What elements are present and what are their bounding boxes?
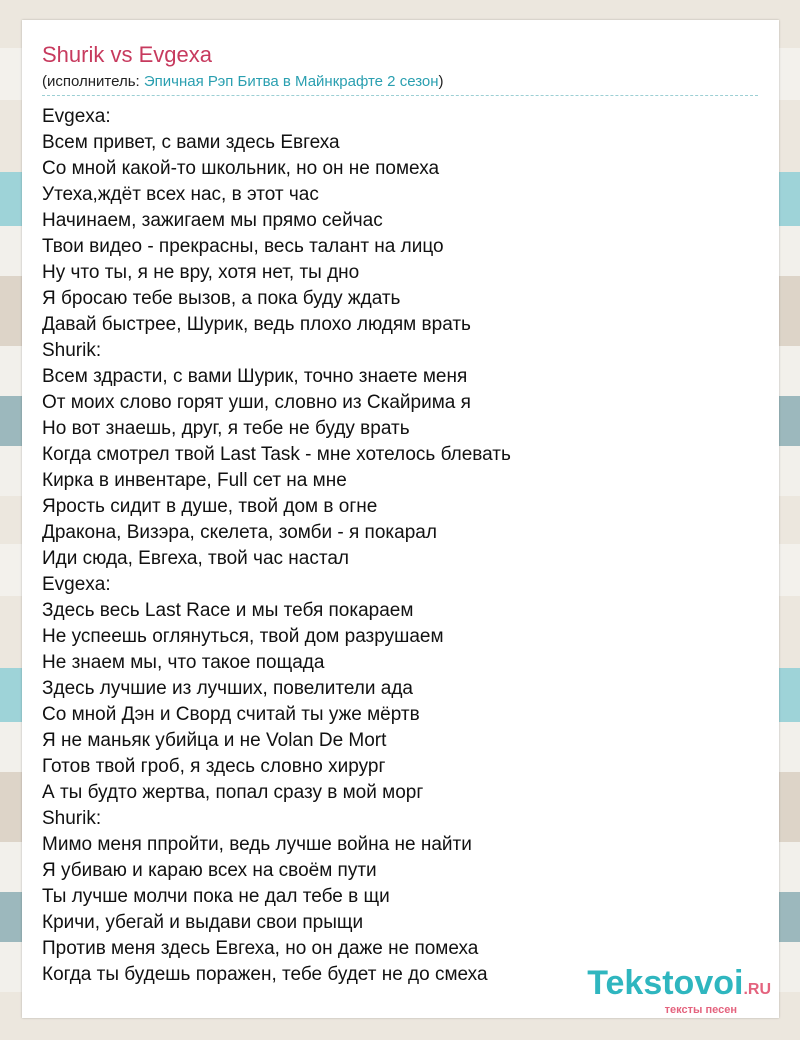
logo-wordmark [587,965,771,1008]
lyric-line: Когда ты будешь поражен, тебе будет не до смеха [42,964,488,985]
lyric-line: Иди сюда, Евгеха, твой час настал [42,548,350,569]
logo-name: Tekstovoi [587,964,744,1002]
lyric-line: Но вот знаешь, друг, я тебе не буду врать [42,418,410,439]
lyric-line: Дракона, Визэра, скелета, зомби - я покарал [42,522,437,543]
lyric-line: Я убиваю и караю всех на своём пути [42,860,377,881]
lyric-line: Shurik: [42,808,102,829]
logo-tld: .RU [743,981,771,998]
lyric-line: Я не маньяк убийца и не Volan De Mort [42,730,387,751]
artist-line [42,73,444,90]
lyric-line: Со мной какой-то школьник, но он не помеха [42,158,440,179]
artist-link[interactable]: Эпичная Рэп Битва в Майнкрафте 2 сезон [143,73,439,90]
lyric-line: Evgexa: [42,574,111,595]
lyric-line: От моих слово горят уши, словно из Скайрима я [42,392,471,413]
lyric-line: Против меня здесь Евгеха, но он даже не помеха [42,938,479,959]
artist-suffix: ) [438,73,444,90]
lyric-line: Всем здрасти, с вами Шурик, точно знаете меня [42,366,468,387]
lyric-line: Не знаем мы, что такое пощада [42,652,325,673]
lyric-line: Всем привет, с вами здесь Евгеха [42,132,340,153]
lyric-line: Когда смотрел твой Last Task - мне хотелось блевать [42,444,511,465]
lyric-line: А ты будто жертва, попал сразу в мой морг [42,782,424,803]
lyric-line: Ну что ты, я не вру, хотя нет, ты дно [42,262,360,283]
artist-prefix: (исполнитель: [42,73,144,90]
lyric-line: Твои видео - прекрасны, весь талант на лицо [42,236,444,257]
song-title: Shurik vs Evgexa [42,42,212,67]
lyric-line: Ярость сидит в душе, твой дом в огне [42,496,378,517]
lyrics-text [42,104,762,988]
site-logo[interactable] [587,965,771,1016]
lyric-line: Я бросаю тебе вызов, а пока буду ждать [42,288,401,309]
lyric-line: Утеха,ждёт всех нас, в этот час [42,184,319,205]
logo-tagline: тексты песен [664,1004,737,1016]
divider [42,95,758,96]
lyric-line: Мимо меня ппройти, ведь лучше война не найти [42,834,472,855]
lyric-line: Кричи, убегай и выдави свои прыщи [42,912,364,933]
lyric-line: Готов твой гроб, я здесь словно хирург [42,756,386,777]
lyric-line: Ты лучше молчи пока не дал тебе в щи [42,886,390,907]
lyric-line: Начинаем, зажигаем мы прямо сейчас [42,210,383,231]
lyrics-card [22,20,779,1018]
lyric-line: Evgexa: [42,106,111,127]
lyric-line: Давай быстрее, Шурик, ведь плохо людям врать [42,314,471,335]
lyric-line: Не успеешь оглянуться, твой дом разрушаем [42,626,444,647]
lyric-line: Shurik: [42,340,102,361]
lyric-line: Здесь весь Last Race и мы тебя покараем [42,600,414,621]
lyric-line: Здесь лучшие из лучших, повелители ада [42,678,413,699]
lyric-line: Кирка в инвентаре, Full сет на мне [42,470,347,491]
lyric-line: Со мной Дэн и Сворд считай ты уже мёртв [42,704,420,725]
